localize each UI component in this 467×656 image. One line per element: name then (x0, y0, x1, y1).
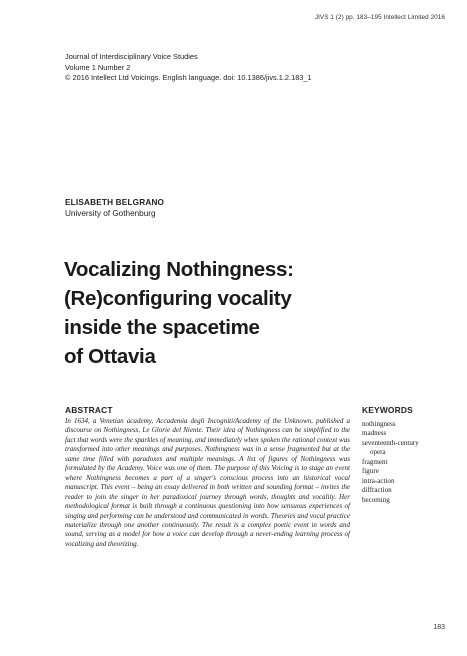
keyword-item: intra-action (362, 476, 395, 485)
page-number: 183 (433, 624, 445, 631)
keyword-item: opera (370, 448, 386, 457)
abstract-text: In 1634, a Venetian academy, Accademia degli Incogniti/Academy of the Unknown, published a discourse on Nothingness, Le Glorie del Niente. Their idea of Nothingness can be simplified to the fact that words were the sparkles of meaning, and immediately when spoken the rational context was transformed into other meanings and purposes. Nothingness was in a sense fragmented but at the same time filled with paradoxes and multiple meanings. A list of figures of Nothingness was formulated by the Academy. Voice was one of them. The purpose of this Voicing is to stage an event where Nothingness becomes a part of a singer's conscious process into an historical vocal manuscript. This event – being an essay delivered in both written and sounding format – invites the reader to join the singer in her paradoxical journey through words, thoughts and vocality. Her methodological format is built through a continuous questioning into how sensuous experiences of singing and performing can be understood and communicated in words. Theories and vocal practice materialize through one another continuously. The result is a complex poetic event in words and sound, serving as a model for how a voice can develop through a never-ending learning process of vocalizing and theorizing. (65, 417, 350, 548)
keyword-item: madness (362, 429, 387, 438)
keyword-item: seventeenth-century (362, 438, 419, 447)
keyword-item: nothingness (362, 420, 396, 428)
keyword-item: becoming (362, 495, 390, 504)
title-line: inside the spacetime (64, 316, 260, 339)
journal-copyright: © 2016 Intellect Ltd Voicings. English language. doi: 10.1386/jivs.1.2.183_1 (65, 73, 312, 82)
journal-info (65, 52, 312, 84)
keyword-item: figure (362, 467, 379, 476)
title-line: Vocalizing Nothingness: (64, 258, 294, 281)
keyword-item: fragment (362, 457, 388, 466)
abstract-heading: ABSTRACT (65, 405, 113, 415)
author-name: ELISABETH BELGRANO (65, 198, 165, 207)
author-affiliation: University of Gothenburg (65, 208, 156, 218)
journal-name: Journal of Interdisciplinary Voice Studies (65, 52, 198, 61)
keyword-item: diffraction (362, 486, 392, 495)
keywords-list (362, 420, 442, 505)
author-block (65, 198, 164, 219)
keywords-heading: KEYWORDS (362, 405, 413, 415)
journal-citation: JIVS 1 (2) pp. 183–195 Intellect Limited 2016 (314, 14, 445, 21)
journal-volume: Volume 1 Number 2 (65, 62, 131, 72)
article-title (64, 255, 364, 371)
title-line: of Ottavia (64, 345, 156, 368)
title-line: (Re)configuring vocality (64, 287, 292, 310)
